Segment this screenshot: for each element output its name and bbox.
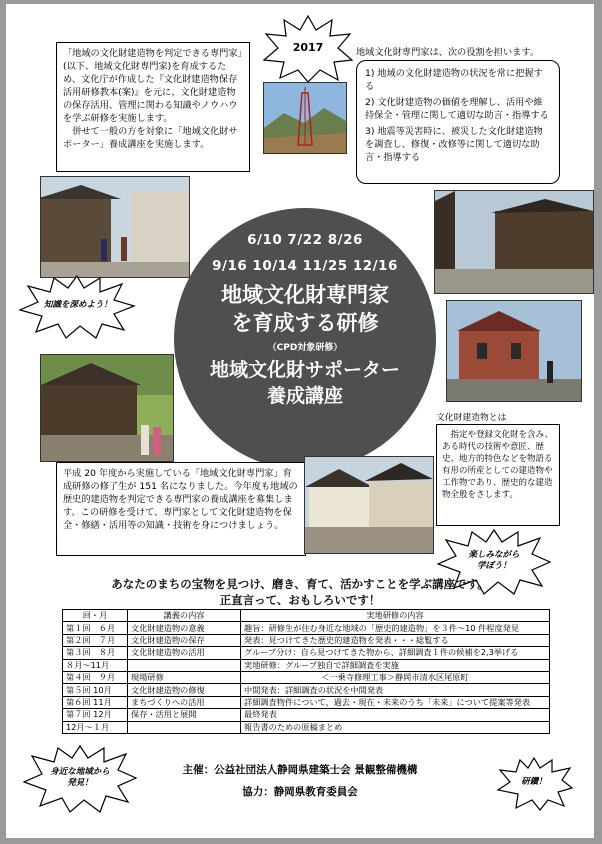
schedule-header-row bbox=[63, 610, 550, 622]
table-row bbox=[63, 647, 550, 659]
schedule-field: 実地研修：グループ独自で詳細調査を実施 bbox=[241, 659, 550, 671]
photo-brick-building bbox=[446, 300, 582, 402]
star-left-text: 知識を深めよう！ bbox=[43, 300, 112, 310]
schedule-field: 趣旨：研修生が住む身近な地域の「歴史的建造物」を３件～10 件程度発見 bbox=[241, 622, 550, 634]
cooperation: 協力：静岡県教育委員会 bbox=[242, 786, 358, 798]
role-item-3: 3) 地震等災害時に、被災した文化財建造物を調査し、修復・改修等に関して適切な助言・指導する bbox=[365, 126, 543, 163]
intro-text-2: 併せて一般の方を対象に「地域文化財サポーター」養成講座を実施します。 bbox=[63, 126, 238, 150]
badge-2017: 2017 bbox=[292, 41, 324, 54]
cpd-label: （CPD対象研修） bbox=[267, 343, 343, 353]
schedule-round: 第５回 10月 bbox=[63, 684, 128, 696]
roles-box bbox=[356, 60, 560, 184]
schedule-lecture: 文化財建造物の保存 bbox=[128, 634, 241, 646]
roles-heading: 地域文化財専門家は、次の役割を担います。 bbox=[356, 47, 540, 58]
schedule-field: ＜一乗寺修理工事＞静岡市清水区尾原町 bbox=[241, 671, 550, 683]
tagline-1: あなたのまちの宝物を見つけ、磨き、育て、活かすことを学ぶ講座です。 bbox=[111, 577, 489, 591]
schedule-round: ８月～11月 bbox=[63, 659, 128, 671]
schedule-field: グループ分け：自ら見つけてきた物から、詳細調査１件の候補を2,3挙げる bbox=[241, 647, 550, 659]
schedule-field: 詳細調査物件について、過去・現在・未来のうち「未来」について提案等発表 bbox=[241, 696, 550, 708]
history-box bbox=[56, 462, 306, 556]
title-line-4: 養成講座 bbox=[266, 385, 343, 407]
star-bottom-right-text: 研鑽！ bbox=[521, 777, 547, 787]
schedule-lecture: 文化財建造物の意義 bbox=[128, 622, 241, 634]
table-row bbox=[63, 696, 550, 708]
title-line-2: を育成する研修 bbox=[231, 311, 379, 335]
schedule-lecture: 文化財建造物の活用 bbox=[128, 647, 241, 659]
table-row bbox=[63, 634, 550, 646]
definition-heading: 文化財建造物とは bbox=[436, 413, 507, 423]
table-row bbox=[63, 671, 550, 683]
title-circle bbox=[174, 208, 436, 470]
photo-wooden-house bbox=[40, 354, 174, 462]
title-line-3: 地域文化財サポーター bbox=[209, 359, 400, 381]
intro-text: 「地域の文化財建造物を判定できる専門家」(以下、地域文化財専門家)を育成するため、文化庁が作成した『文化財建造物保存活用研修教本(案)』を元に、文化財建造物の保存活用、管理に関わる知識やノウハウを学ぶ研修を実施します。 bbox=[63, 48, 243, 124]
definition-box bbox=[436, 424, 560, 526]
schedule-field: 中間発表：詳細調査の状況を中間発表 bbox=[241, 684, 550, 696]
schedule-field: 最終発表 bbox=[241, 709, 550, 721]
schedule-lecture: まちづくりへの活用 bbox=[128, 696, 241, 708]
table-row bbox=[63, 721, 550, 733]
photo-old-street-right bbox=[434, 190, 594, 294]
schedule-lecture bbox=[128, 659, 241, 671]
schedule-table bbox=[62, 609, 550, 734]
schedule-lecture bbox=[128, 721, 241, 733]
schedule-round: 第１回 ６月 bbox=[63, 622, 128, 634]
schedule-lecture: 保存・活用と展開 bbox=[128, 709, 241, 721]
photo-white-houses bbox=[304, 456, 434, 554]
schedule-header-round: 回・月 bbox=[63, 610, 128, 622]
schedule-round: 12月～１月 bbox=[63, 721, 128, 733]
table-row bbox=[63, 684, 550, 696]
photo-old-street-left bbox=[40, 176, 190, 278]
schedule-round: 第７回 12月 bbox=[63, 709, 128, 721]
role-item-1: 1) 地域の文化財建造物の状況を常に把握する bbox=[365, 68, 543, 92]
table-row bbox=[63, 622, 550, 634]
schedule-header-field: 実地研修の内容 bbox=[241, 610, 550, 622]
dates-line-1: 6/10 7/22 8/26 bbox=[247, 232, 363, 248]
schedule-round: 第６回 11月 bbox=[63, 696, 128, 708]
dates-line-2: 9/16 10/14 11/25 12/16 bbox=[212, 258, 398, 274]
schedule-header-lecture: 講義の内容 bbox=[128, 610, 241, 622]
definition-text: 指定や登録文化財を含み、ある時代の技術や意匠、歴史、地方的特色などを物語る有形の所産としての建造物や工作物であり、歴史的な建造物全般をさします。 bbox=[442, 430, 554, 500]
intro-box bbox=[56, 42, 250, 172]
tagline-2: 正直言って、おもしろいです！ bbox=[219, 593, 381, 607]
flyer-page bbox=[6, 4, 594, 838]
star-right-text: 楽しみながら 学ぼう！ bbox=[468, 550, 520, 571]
table-row bbox=[63, 709, 550, 721]
star-bottom-left-text: 身近な地域から 発見！ bbox=[50, 767, 110, 788]
photo-tower bbox=[263, 82, 347, 154]
schedule-round: 第２回 ７月 bbox=[63, 634, 128, 646]
history-text: 平成 20 年度から実施している「地域文化財専門家」育成研修の修了生が 151 名になりました。今年度も地域の歴史的建造物を判定できる専門家の養成講座を募集します。この研修を受けて、専門家として文化財建造物を保全・修繕・活用等の知識・技術を身につけましょう。 bbox=[63, 468, 298, 531]
schedule-lecture: 現場研修 bbox=[128, 671, 241, 683]
schedule-lecture: 文化財建造物の修復 bbox=[128, 684, 241, 696]
table-row bbox=[63, 659, 550, 671]
organizer: 主催：公益社団法人静岡県建築士会 景観整備機構 bbox=[182, 764, 418, 776]
schedule-round: 第３回 ８月 bbox=[63, 647, 128, 659]
schedule-round: 第４回 ９月 bbox=[63, 671, 128, 683]
title-line-1: 地域文化財専門家 bbox=[221, 283, 389, 307]
schedule-field: 発表：見つけてきた歴史的建造物を発表・・・総覧する bbox=[241, 634, 550, 646]
role-item-2: 2) 文化財建造物の価値を理解し、活用や維持保全・管理に関して適切な助言・指導する bbox=[365, 97, 549, 121]
schedule-field: 報告書のための原稿まとめ bbox=[241, 721, 550, 733]
